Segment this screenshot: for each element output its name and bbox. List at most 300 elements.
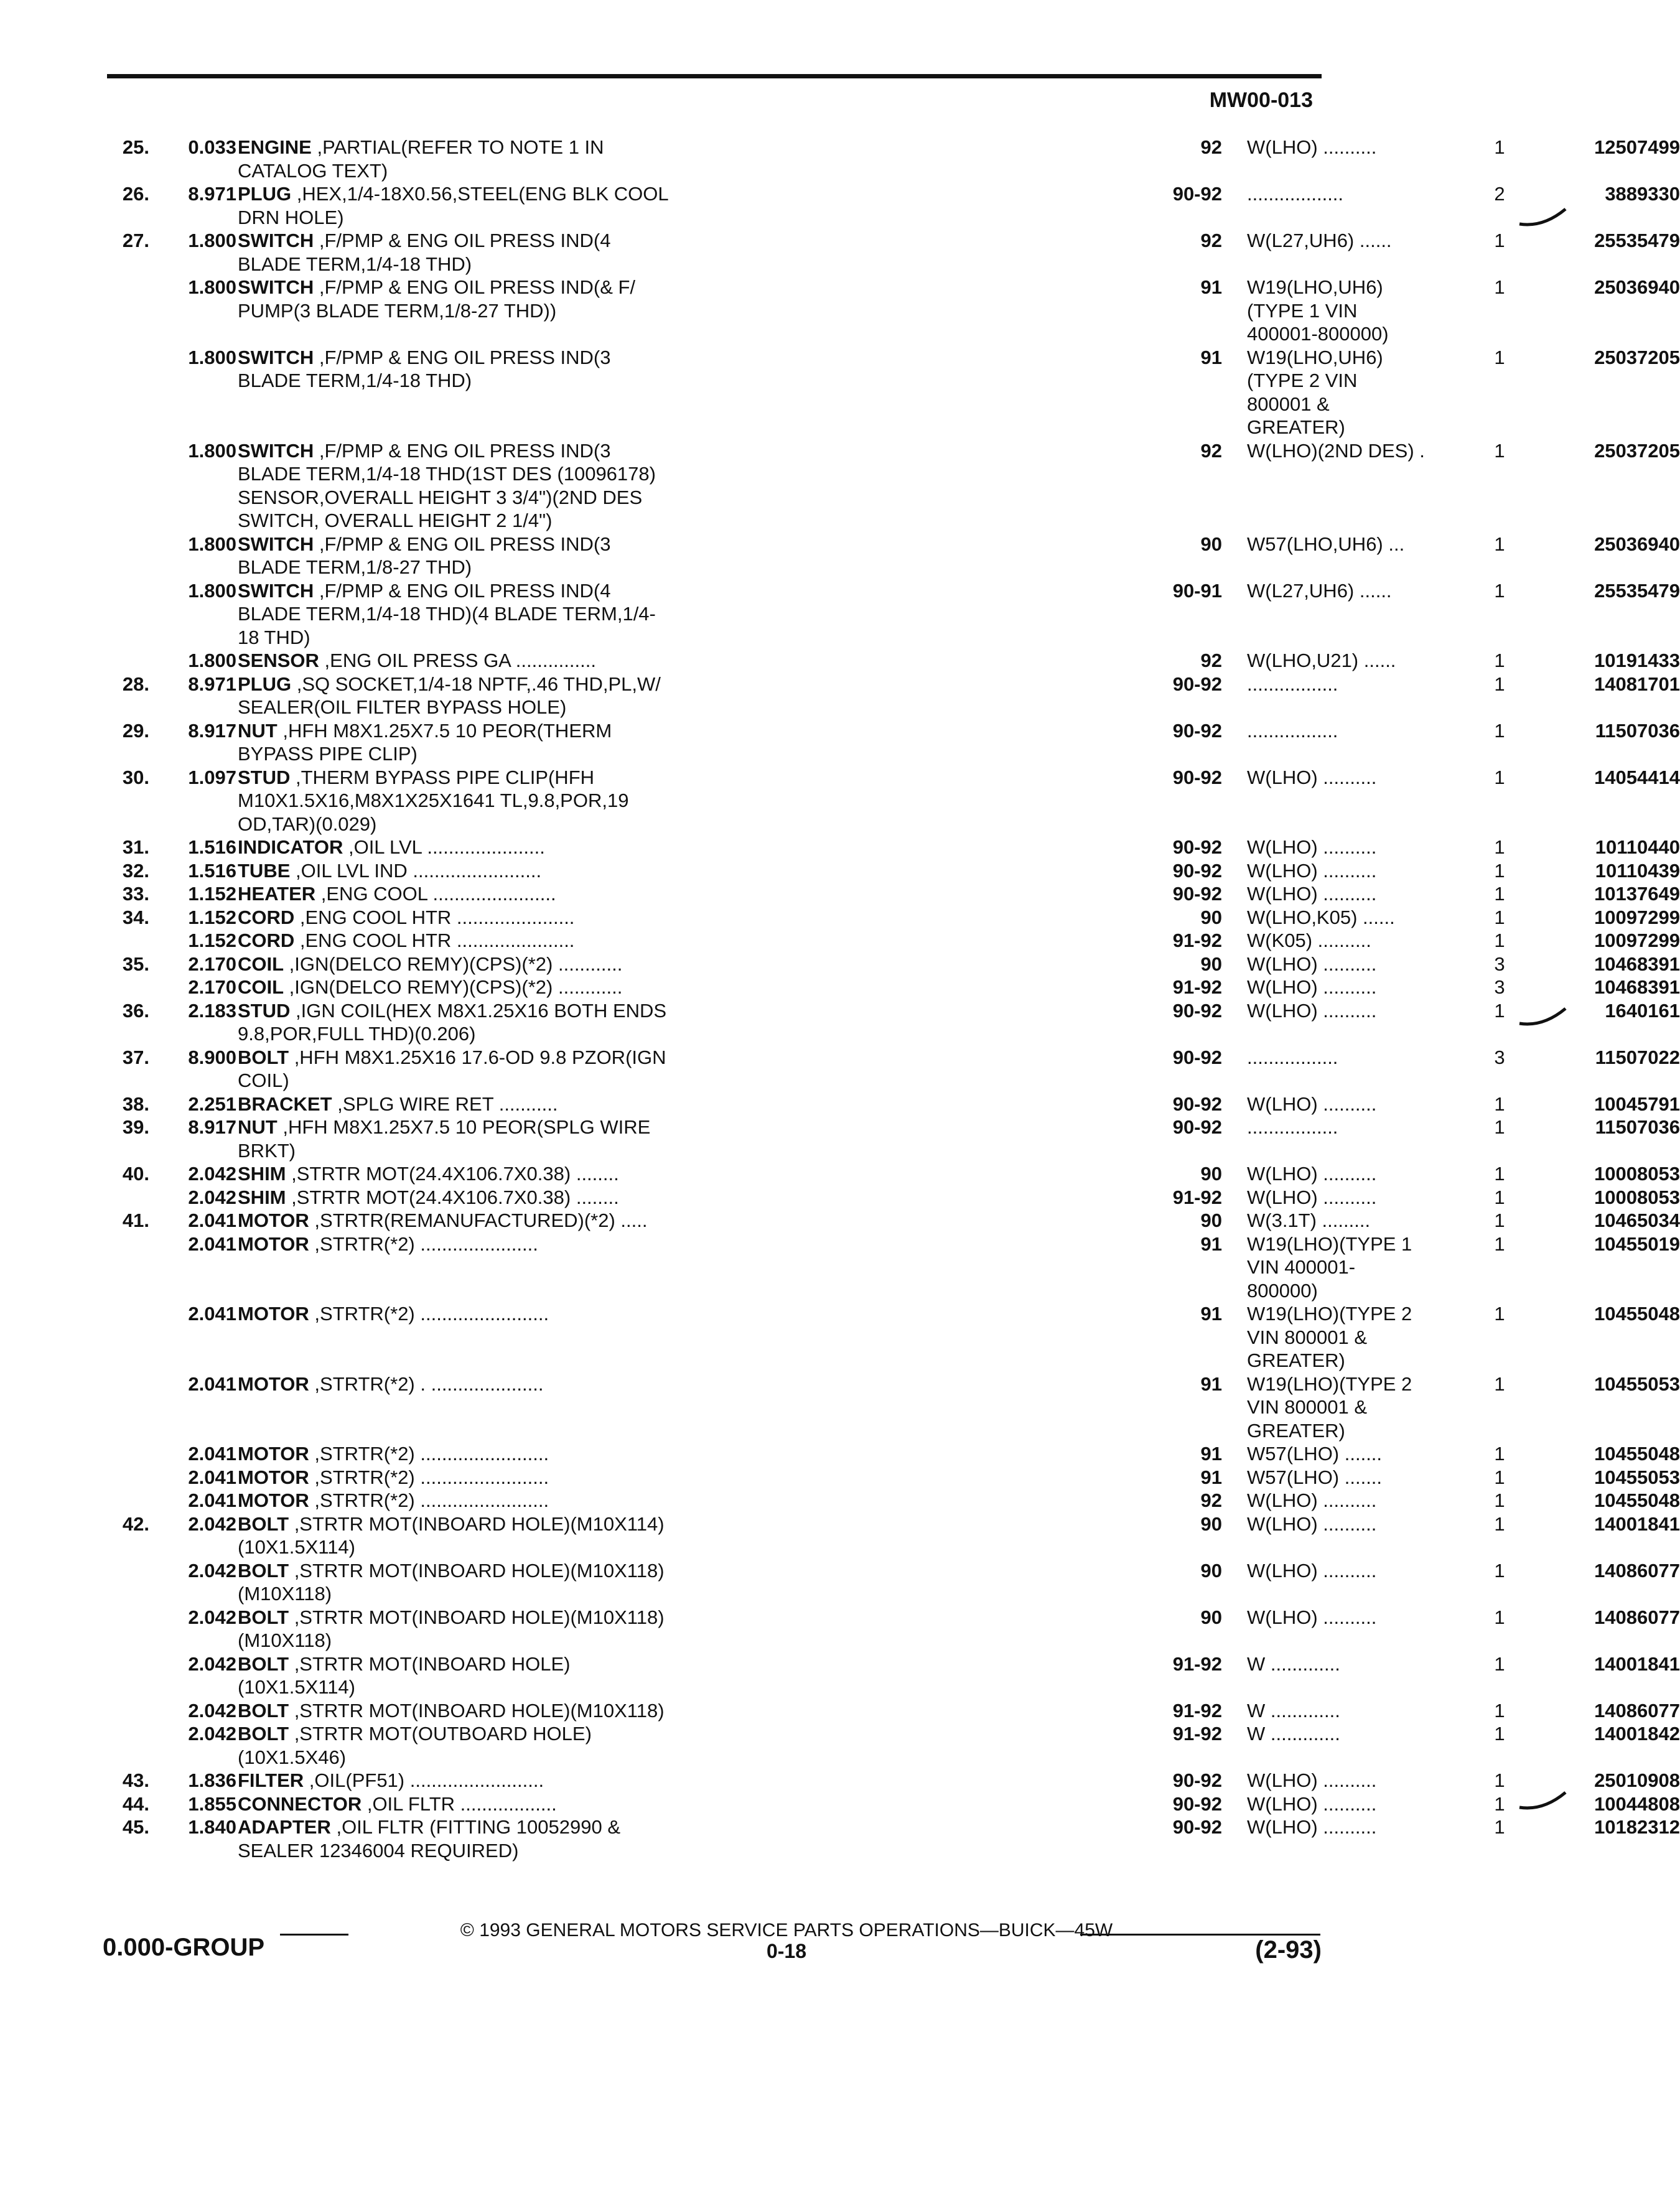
- model-years: 91: [1200, 1443, 1222, 1465]
- part-number: 10455019: [1594, 1232, 1680, 1255]
- part-name: FILTER: [238, 1769, 304, 1791]
- group-number: 8.971: [188, 183, 236, 205]
- quantity: 1: [1494, 1116, 1505, 1138]
- part-number: 10045791: [1594, 1093, 1680, 1115]
- quantity: 1: [1494, 1372, 1505, 1395]
- part-detail: ,ENG COOL .......................: [315, 883, 556, 905]
- table-row: [0, 1815, 1680, 1862]
- part-number: 11507036: [1595, 1116, 1680, 1138]
- quantity: 1: [1494, 1769, 1505, 1791]
- part-number: 11507036: [1595, 719, 1680, 742]
- quantity: 1: [1494, 906, 1505, 928]
- quantity: 1: [1494, 766, 1505, 788]
- part-description: [236, 719, 1076, 766]
- ref-number: 44.: [122, 1792, 149, 1815]
- model-years: 91: [1200, 276, 1222, 298]
- part-number: 10008053: [1594, 1186, 1680, 1208]
- ref-number: 30.: [122, 766, 149, 788]
- part-description: [236, 1699, 1076, 1723]
- part-number: 25037205: [1594, 439, 1680, 462]
- group-number: 2.041: [188, 1209, 236, 1231]
- body-style: W(LHO) ..........: [1247, 976, 1377, 998]
- part-name: SHIM: [238, 1186, 286, 1208]
- ref-number: [0, 1442, 149, 1466]
- model-years: 91-92: [1172, 930, 1222, 951]
- quantity: 1: [1494, 673, 1505, 695]
- ref-number: 33.: [122, 883, 149, 905]
- part-number: 10182312: [1594, 1816, 1680, 1838]
- body-style: W(LHO) ..........: [1247, 1559, 1377, 1582]
- part-description: [236, 1232, 1076, 1303]
- body-style: W(3.1T) .........: [1247, 1209, 1371, 1231]
- table-row: [0, 1442, 1680, 1466]
- ref-number: [0, 1489, 149, 1512]
- table-row: [0, 1302, 1680, 1372]
- table-row: [0, 1699, 1680, 1723]
- group-number: 1.516: [188, 836, 236, 858]
- model-years: 90: [1200, 533, 1222, 555]
- group-number: 8.900: [188, 1046, 236, 1068]
- part-name: HEATER: [238, 883, 316, 905]
- part-name: BOLT: [238, 1699, 289, 1722]
- part-detail: ,STRTR MOT(INBOARD HOLE)(M10X118): [289, 1699, 665, 1722]
- part-name: CORD: [238, 906, 295, 928]
- part-name: SWITCH: [238, 579, 314, 602]
- part-description: [236, 953, 1076, 976]
- ref-number: [0, 1466, 149, 1489]
- ref-number: [0, 976, 149, 999]
- part-number: 25535479: [1594, 230, 1680, 251]
- part-name: BOLT: [238, 1046, 289, 1068]
- table-row: [0, 1116, 1680, 1162]
- model-years: 92: [1200, 230, 1222, 251]
- ref-number: [0, 649, 149, 673]
- body-style: W19(LHO,UH6) (TYPE 2 VIN 800001 & GREATER): [1247, 346, 1383, 438]
- ref-number: [0, 1699, 149, 1723]
- group-number: 1.800: [188, 579, 236, 602]
- part-description: [236, 182, 1076, 229]
- table-row: [0, 1512, 1680, 1559]
- body-style: W(K05) ..........: [1247, 930, 1371, 951]
- model-years: 91: [1200, 346, 1222, 368]
- part-number: 10044808: [1594, 1792, 1680, 1815]
- group-number: 2.042: [188, 1512, 236, 1535]
- group-number: 2.041: [188, 1303, 236, 1325]
- group-number: 2.042: [188, 1723, 236, 1745]
- ref-number: 43.: [122, 1769, 149, 1791]
- part-detail: ,OIL LVL IND ........................: [290, 859, 542, 882]
- group-number: 2.041: [188, 1232, 236, 1255]
- part-detail: ,ENG COOL HTR ......................: [294, 906, 575, 928]
- table-row: [0, 953, 1680, 976]
- quantity: 1: [1494, 1792, 1505, 1815]
- part-name: CONNECTOR: [238, 1792, 362, 1815]
- model-years: 90-92: [1172, 1116, 1222, 1138]
- part-number: 10008053: [1594, 1163, 1680, 1185]
- table-row: [0, 1559, 1680, 1606]
- table-row: [0, 719, 1680, 766]
- ref-number: 31.: [122, 836, 149, 858]
- model-years: 90: [1200, 1606, 1222, 1628]
- part-number: 10110440: [1595, 836, 1680, 858]
- part-detail: ,OIL(PF51) .........................: [304, 1769, 544, 1791]
- ref-number: 35.: [122, 953, 149, 975]
- ref-number: [0, 929, 149, 953]
- part-description: [236, 579, 1076, 650]
- part-description: [236, 1093, 1076, 1116]
- quantity: 1: [1494, 930, 1505, 951]
- quantity: 1: [1494, 650, 1505, 671]
- group-number: 2.170: [188, 953, 236, 975]
- group-number: 1.152: [188, 906, 236, 928]
- table-row: [0, 673, 1680, 719]
- body-style: W(LHO) ..........: [1247, 1816, 1377, 1838]
- part-detail: ,STRTR MOT(INBOARD HOLE)(M10X118) (M10X118): [238, 1559, 665, 1605]
- body-style: W .............: [1247, 1699, 1340, 1722]
- group-number: 2.042: [188, 1186, 236, 1208]
- part-description: [236, 1512, 1076, 1559]
- part-number: 25036940: [1594, 276, 1680, 298]
- quantity: 1: [1494, 1816, 1505, 1838]
- part-description: [236, 976, 1076, 999]
- part-detail: ,STRTR(*2) ........................: [309, 1443, 549, 1465]
- ref-number: 40.: [122, 1163, 149, 1185]
- part-detail: ,STRTR MOT(OUTBOARD HOLE) (10X1.5X46): [238, 1723, 592, 1768]
- part-name: MOTOR: [238, 1372, 309, 1395]
- part-detail: ,STRTR(*2) ........................: [309, 1466, 549, 1488]
- part-name: SENSOR: [238, 650, 319, 671]
- part-description: [236, 229, 1076, 276]
- part-name: SWITCH: [238, 533, 314, 555]
- part-number: 14086077: [1594, 1699, 1680, 1722]
- part-number: 12507499: [1594, 136, 1680, 158]
- model-years: 91-92: [1172, 1699, 1222, 1722]
- body-style: .................: [1247, 1116, 1338, 1138]
- model-years: 91: [1200, 1466, 1222, 1488]
- quantity: 1: [1494, 1606, 1505, 1628]
- table-row: [0, 929, 1680, 953]
- quantity: 1: [1494, 1466, 1505, 1488]
- quantity: 1: [1494, 439, 1505, 462]
- model-years: 91-92: [1172, 1186, 1222, 1208]
- part-detail: ,SPLG WIRE RET ...........: [332, 1093, 558, 1115]
- table-row: [0, 906, 1680, 930]
- model-years: 92: [1200, 650, 1222, 671]
- model-years: 90: [1200, 1209, 1222, 1231]
- model-years: 90-92: [1172, 1769, 1222, 1791]
- ref-number: 26.: [122, 183, 149, 205]
- ref-number: [0, 1232, 149, 1303]
- group-number: 1.800: [188, 230, 236, 251]
- model-years: 90-92: [1172, 859, 1222, 882]
- ref-number: 32.: [122, 859, 149, 882]
- part-name: INDICATOR: [238, 836, 343, 858]
- part-detail: ,STRTR(*2) . .....................: [309, 1372, 544, 1395]
- part-name: MOTOR: [238, 1303, 309, 1325]
- part-description: [236, 882, 1076, 906]
- part-name: BOLT: [238, 1512, 289, 1535]
- group-number: 8.917: [188, 719, 236, 742]
- part-detail: ,F/PMP & ENG OIL PRESS IND(3 BLADE TERM,1/4-18 THD(1ST DES (10096178) SENSOR,OVERALL HEIGHT 3 3/4")(2ND DES SWITCH, OVERALL HEIGHT 2 1/4"): [238, 439, 656, 531]
- part-detail: ,THERM BYPASS PIPE CLIP(HFH M10X1.5X16,M8X1X25X1641 TL,9.8,POR,19 OD,TAR)(0.029): [238, 766, 629, 835]
- group-number: 2.041: [188, 1443, 236, 1465]
- quantity: 1: [1494, 136, 1505, 158]
- part-description: [236, 766, 1076, 836]
- part-detail: ,ENG OIL PRESS GA ...............: [319, 650, 596, 671]
- ref-number: 27.: [122, 230, 149, 251]
- table-row: [0, 1372, 1680, 1443]
- body-style: W(LHO) ..........: [1247, 1163, 1377, 1185]
- quantity: 1: [1494, 1559, 1505, 1582]
- quantity: 1: [1494, 1723, 1505, 1745]
- part-description: [236, 1815, 1076, 1862]
- part-name: NUT: [238, 719, 278, 742]
- part-number: 14086077: [1594, 1606, 1680, 1628]
- quantity: 3: [1494, 1046, 1505, 1068]
- ref-number: 45.: [122, 1816, 149, 1838]
- ref-number: 34.: [122, 906, 149, 928]
- model-years: 90: [1200, 953, 1222, 975]
- part-number: 11507022: [1595, 1046, 1680, 1068]
- body-style: W(LHO) ..........: [1247, 136, 1377, 158]
- part-number: 14001842: [1594, 1723, 1680, 1745]
- group-number: 2.042: [188, 1606, 236, 1628]
- part-description: [236, 1046, 1076, 1093]
- model-years: 90-92: [1172, 883, 1222, 905]
- part-detail: ,F/PMP & ENG OIL PRESS IND(4 BLADE TERM,1/4-18 THD): [238, 230, 611, 275]
- part-description: [236, 1116, 1076, 1162]
- quantity: 1: [1494, 276, 1505, 298]
- ref-number: [0, 1186, 149, 1209]
- part-name: SWITCH: [238, 230, 314, 251]
- part-description: [236, 1209, 1076, 1232]
- part-description: [236, 1559, 1076, 1606]
- part-description: [236, 1466, 1076, 1489]
- table-row: [0, 533, 1680, 579]
- ref-number: 29.: [122, 719, 149, 742]
- part-name: SWITCH: [238, 346, 314, 368]
- group-number: 2.183: [188, 999, 236, 1022]
- part-name: MOTOR: [238, 1232, 309, 1255]
- model-years: 90-92: [1172, 719, 1222, 742]
- body-style: W19(LHO,UH6) (TYPE 1 VIN 400001-800000): [1247, 276, 1389, 345]
- ref-number: 28.: [122, 673, 149, 695]
- part-description: [236, 673, 1076, 719]
- body-style: W(L27,UH6) ......: [1247, 230, 1392, 251]
- body-style: W(L27,UH6) ......: [1247, 579, 1392, 602]
- table-row: [0, 999, 1680, 1046]
- ref-number: 36.: [122, 999, 149, 1022]
- body-style: W19(LHO)(TYPE 2 VIN 800001 & GREATER): [1247, 1372, 1412, 1442]
- part-description: [236, 906, 1076, 930]
- part-number: 10455048: [1594, 1489, 1680, 1511]
- body-style: W(LHO) ..........: [1247, 1512, 1377, 1535]
- model-years: 92: [1200, 1489, 1222, 1511]
- part-description: [236, 439, 1076, 533]
- model-years: 90-92: [1172, 999, 1222, 1022]
- part-description: [236, 929, 1076, 953]
- part-description: [236, 1652, 1076, 1699]
- ref-number: 37.: [122, 1046, 149, 1068]
- part-detail: ,F/PMP & ENG OIL PRESS IND(4 BLADE TERM,1/4-18 THD)(4 BLADE TERM,1/4- 18 THD): [238, 579, 656, 648]
- quantity: 1: [1494, 1232, 1505, 1255]
- part-number: 10110439: [1595, 859, 1680, 882]
- part-name: SHIM: [238, 1163, 286, 1185]
- part-detail: ,STRTR(REMANUFACTURED)(*2) .....: [309, 1209, 648, 1231]
- model-years: 92: [1200, 439, 1222, 462]
- table-row: [0, 766, 1680, 836]
- group-number: 2.042: [188, 1559, 236, 1582]
- body-style: W57(LHO) .......: [1247, 1443, 1383, 1465]
- model-years: 91-92: [1172, 976, 1222, 998]
- quantity: 3: [1494, 976, 1505, 998]
- model-years: 90-92: [1172, 673, 1222, 695]
- part-name: MOTOR: [238, 1443, 309, 1465]
- part-number: 10455053: [1594, 1372, 1680, 1395]
- model-years: 90-92: [1172, 1792, 1222, 1815]
- ref-number: [0, 1372, 149, 1443]
- table-row: [0, 439, 1680, 533]
- table-row: [0, 836, 1680, 859]
- body-style: W(LHO) ..........: [1247, 1606, 1377, 1628]
- model-years: 90: [1200, 1512, 1222, 1535]
- body-style: W(LHO) ..........: [1247, 1769, 1377, 1791]
- part-name: STUD: [238, 999, 291, 1022]
- part-number: 10191433: [1594, 650, 1680, 671]
- table-row: [0, 1489, 1680, 1512]
- part-description: [236, 999, 1076, 1046]
- group-number: 8.971: [188, 673, 236, 695]
- part-name: TUBE: [238, 859, 291, 882]
- part-name: CORD: [238, 930, 295, 951]
- quantity: 1: [1494, 1699, 1505, 1722]
- body-style: W(LHO) ..........: [1247, 836, 1377, 858]
- table-row: [0, 976, 1680, 999]
- body-style: .................: [1247, 673, 1338, 695]
- part-detail: ,F/PMP & ENG OIL PRESS IND(& F/ PUMP(3 BLADE TERM,1/8-27 THD)): [238, 276, 636, 322]
- table-row: [0, 1466, 1680, 1489]
- group-number: 2.042: [188, 1699, 236, 1722]
- body-style: W(LHO) ..........: [1247, 766, 1377, 788]
- part-number: 14081701: [1594, 673, 1680, 695]
- quantity: 1: [1494, 1209, 1505, 1231]
- quantity: 1: [1494, 230, 1505, 251]
- part-name: PLUG: [238, 183, 292, 205]
- part-description: [236, 1186, 1076, 1209]
- group-number: 1.800: [188, 346, 236, 368]
- part-description: [236, 1372, 1076, 1443]
- model-years: 90-92: [1172, 1816, 1222, 1838]
- part-number: 10468391: [1594, 953, 1680, 975]
- part-name: COIL: [238, 976, 284, 998]
- part-name: MOTOR: [238, 1489, 309, 1511]
- part-number: 14001841: [1594, 1512, 1680, 1535]
- part-description: [236, 836, 1076, 859]
- table-row: [0, 1652, 1680, 1699]
- part-description: [236, 1489, 1076, 1512]
- table-row: [0, 882, 1680, 906]
- part-name: BOLT: [238, 1652, 289, 1675]
- binding-mark-2: [1518, 1005, 1568, 1030]
- part-detail: ,SQ SOCKET,1/4-18 NPTF,.46 THD,PL,W/ SEALER(OIL FILTER BYPASS HOLE): [238, 673, 661, 718]
- group-number: 1.836: [188, 1769, 236, 1791]
- group-number: 1.840: [188, 1816, 236, 1838]
- group-number: 1.855: [188, 1792, 236, 1815]
- part-name: ENGINE: [238, 136, 312, 158]
- part-detail: ,HFH M8X1.25X16 17.6-OD 9.8 PZOR(IGN COIL): [238, 1046, 666, 1091]
- table-row: [0, 1209, 1680, 1232]
- body-style: W(LHO) ..........: [1247, 1186, 1377, 1208]
- model-years: 90-92: [1172, 1093, 1222, 1115]
- body-style: W19(LHO)(TYPE 1 VIN 400001- 800000): [1247, 1232, 1412, 1302]
- table-row: [0, 346, 1680, 439]
- model-years: 90: [1200, 1559, 1222, 1582]
- body-style: W19(LHO)(TYPE 2 VIN 800001 & GREATER): [1247, 1303, 1412, 1371]
- model-years: 91: [1200, 1232, 1222, 1255]
- model-years: 90: [1200, 1163, 1222, 1185]
- part-description: [236, 859, 1076, 883]
- table-row: [0, 136, 1680, 182]
- quantity: 1: [1494, 1443, 1505, 1465]
- model-years: 90: [1200, 906, 1222, 928]
- part-number: 25010908: [1594, 1769, 1680, 1791]
- body-style: W(LHO) ..........: [1247, 859, 1377, 882]
- quantity: 1: [1494, 346, 1505, 368]
- model-years: 90-91: [1172, 579, 1222, 602]
- part-detail: ,OIL FLTR (FITTING 10052990 & SEALER 12346004 REQUIRED): [238, 1816, 620, 1862]
- table-row: [0, 1093, 1680, 1116]
- part-number: 10455048: [1594, 1443, 1680, 1465]
- quantity: 1: [1494, 883, 1505, 905]
- body-style: W57(LHO,UH6) ...: [1247, 533, 1405, 555]
- ref-number: [0, 1722, 149, 1769]
- part-detail: ,OIL LVL ......................: [343, 836, 545, 858]
- table-row: [0, 1046, 1680, 1093]
- part-detail: ,HFH M8X1.25X7.5 10 PEOR(THERM BYPASS PIPE CLIP): [238, 719, 612, 765]
- body-style: W(LHO)(2ND DES) .: [1247, 439, 1425, 462]
- quantity: 1: [1494, 999, 1505, 1022]
- ref-number: [0, 276, 149, 346]
- part-detail: ,HEX,1/4-18X0.56,STEEL(ENG BLK COOL DRN HOLE): [238, 183, 669, 228]
- group-number: 1.516: [188, 859, 236, 882]
- parts-table: [0, 136, 1680, 1862]
- part-number: 10465034: [1594, 1209, 1680, 1231]
- part-number: 10455048: [1594, 1303, 1680, 1325]
- part-description: [236, 1162, 1076, 1186]
- part-name: MOTOR: [238, 1209, 309, 1231]
- binding-mark-1: [1518, 205, 1568, 230]
- part-name: SWITCH: [238, 439, 314, 462]
- part-detail: ,IGN(DELCO REMY)(CPS)(*2) ............: [284, 976, 623, 998]
- table-row: [0, 1722, 1680, 1769]
- part-name: NUT: [238, 1116, 278, 1138]
- part-number: 14054414: [1594, 766, 1680, 788]
- body-style: W(LHO) ..........: [1247, 953, 1377, 975]
- group-number: 2.170: [188, 976, 236, 998]
- part-detail: ,ENG COOL HTR ......................: [294, 930, 575, 951]
- part-number: 10097299: [1594, 906, 1680, 928]
- footer-page-number: 0-18: [766, 1940, 807, 1962]
- part-detail: ,STRTR MOT(INBOARD HOLE)(M10X114) (10X1.5X114): [238, 1512, 665, 1558]
- ref-number: [0, 1302, 149, 1372]
- part-detail: ,F/PMP & ENG OIL PRESS IND(3 BLADE TERM,1/4-18 THD): [238, 346, 611, 391]
- part-number: 25036940: [1594, 533, 1680, 555]
- body-style: .................: [1247, 719, 1338, 742]
- part-number: 10468391: [1594, 976, 1680, 998]
- table-row: [0, 182, 1680, 229]
- part-description: [236, 346, 1076, 439]
- group-number: 1.800: [188, 276, 236, 298]
